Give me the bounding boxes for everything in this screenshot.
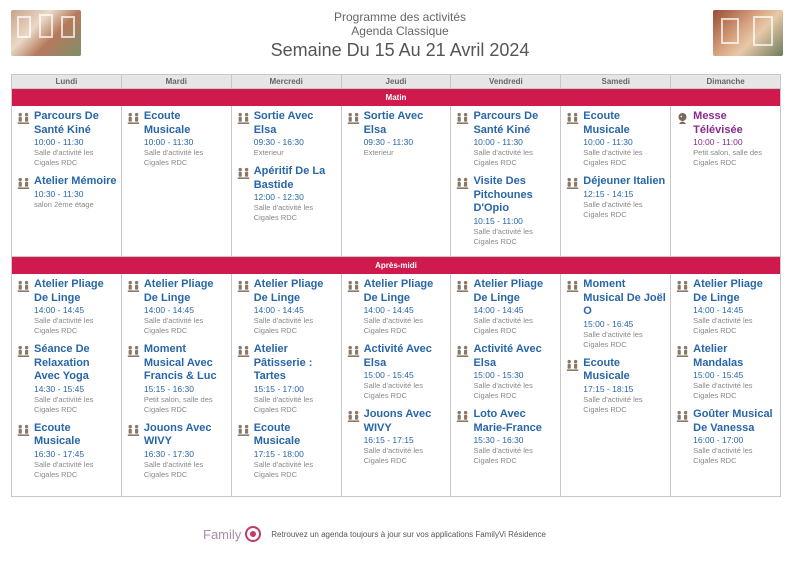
residence-photo-left bbox=[11, 10, 81, 56]
people-activity-icon bbox=[17, 422, 34, 480]
activity-title: Parcours De Santé Kiné bbox=[34, 110, 99, 136]
activity-title: Séance De Relaxation Avec Yoga bbox=[34, 343, 90, 382]
activity-location: Salle d'activité les Cigales RDC bbox=[473, 446, 533, 465]
people-activity-icon bbox=[566, 357, 583, 415]
activity-title: Atelier Pliage De Linge bbox=[253, 278, 324, 304]
page-header bbox=[100, 10, 700, 61]
day-cell-dimanche bbox=[671, 274, 780, 496]
familyvi-logo: Family bbox=[203, 526, 242, 542]
activity-title: Sortie Avec Elsa bbox=[253, 110, 314, 136]
activity-title: Apéritif De La Bastide bbox=[253, 165, 326, 191]
activity-item[interactable] bbox=[237, 165, 338, 223]
people-activity-icon bbox=[456, 278, 473, 336]
activity-title: Sortie Avec Elsa bbox=[363, 110, 424, 136]
activity-item[interactable] bbox=[17, 175, 118, 210]
activity-location: Salle d'activité les Cigales RDC bbox=[363, 316, 423, 335]
activity-time: 15:00 - 15:30 bbox=[473, 370, 524, 380]
activity-item[interactable] bbox=[237, 343, 338, 415]
people-activity-icon bbox=[566, 175, 583, 220]
activity-time: 14:00 - 14:45 bbox=[143, 305, 194, 315]
activity-item[interactable] bbox=[456, 278, 557, 336]
day-cell-mardi bbox=[122, 106, 232, 256]
people-activity-icon bbox=[456, 110, 473, 168]
activity-time: 10:15 - 11:00 bbox=[473, 215, 523, 226]
activity-location: Salle d'activité les Cigales RDC bbox=[253, 459, 314, 479]
activity-item[interactable] bbox=[17, 422, 118, 480]
day-header: Dimanche bbox=[706, 77, 745, 86]
people-activity-icon bbox=[347, 408, 364, 466]
activity-location: Salle d'activité les Cigales RDC bbox=[143, 316, 204, 335]
activity-item[interactable] bbox=[676, 110, 777, 168]
activity-item[interactable] bbox=[566, 175, 667, 220]
activity-location: Salle d'activité les Cigales RDC bbox=[34, 148, 94, 167]
activity-location: Salle d'activité les Cigales RDC bbox=[693, 381, 753, 400]
activity-title: Atelier Mémoire bbox=[34, 175, 117, 187]
activity-item[interactable] bbox=[237, 110, 338, 158]
activity-item[interactable] bbox=[676, 278, 777, 336]
activity-time: 15:00 - 15:45 bbox=[363, 370, 414, 380]
day-header: Samedi bbox=[561, 75, 671, 88]
activity-item[interactable] bbox=[347, 110, 448, 158]
people-activity-icon bbox=[17, 343, 34, 415]
day-header: Mardi bbox=[122, 75, 232, 88]
activity-time: 09:30 - 16:30 bbox=[253, 137, 304, 147]
people-activity-icon bbox=[456, 343, 473, 401]
familyvi-logo-icon bbox=[245, 526, 261, 542]
activity-time: 10:00 - 11:00 bbox=[693, 137, 743, 147]
activity-title: Atelier Pliage De Linge bbox=[34, 278, 104, 304]
activity-location: Salle d'activité les Cigales RDC bbox=[693, 316, 753, 335]
activity-item[interactable] bbox=[127, 343, 228, 415]
priest-icon bbox=[676, 110, 693, 168]
activity-title: Atelier Pliage De Linge bbox=[473, 278, 544, 304]
day-header: Lundi bbox=[12, 75, 122, 88]
activity-title: Moment Musical De Joël O bbox=[583, 278, 666, 317]
day-cell-lundi bbox=[12, 274, 122, 496]
people-activity-icon bbox=[17, 278, 34, 336]
activity-time: 15:30 - 16:30 bbox=[473, 435, 524, 445]
people-activity-icon bbox=[237, 343, 254, 415]
activity-item[interactable] bbox=[456, 110, 557, 168]
activity-title: Atelier Mandalas bbox=[693, 343, 744, 369]
residence-photo-right bbox=[713, 10, 783, 56]
activity-item[interactable] bbox=[456, 408, 557, 466]
activity-time: 16:30 - 17:30 bbox=[143, 448, 194, 459]
activity-location: Salle d'activité les Cigales RDC bbox=[34, 316, 94, 335]
day-cell-jeudi bbox=[342, 274, 452, 496]
activity-item[interactable] bbox=[127, 110, 228, 168]
activity-location: Salle d'activité les Cigales RDC bbox=[253, 316, 314, 335]
week-title: Semaine Du 15 Au 21 Avril 2024 bbox=[270, 40, 530, 60]
activity-location: Salle d'activité les Cigales RDC bbox=[473, 381, 533, 400]
people-activity-icon bbox=[127, 110, 144, 168]
day-header-row bbox=[12, 75, 780, 89]
activity-time: 10:00 - 11:30 bbox=[34, 137, 84, 147]
activity-title: Loto Avec Marie-France bbox=[473, 408, 542, 434]
activity-item[interactable] bbox=[456, 343, 557, 401]
activity-location: salon 2ème étage bbox=[34, 199, 94, 209]
activity-time: 15:15 - 17:00 bbox=[253, 383, 304, 394]
section-apres-midi: Après-midi bbox=[12, 257, 780, 274]
activity-item[interactable] bbox=[347, 278, 448, 336]
day-header: Mercredi bbox=[232, 75, 342, 88]
activity-title: Moment Musical Avec Francis & Luc bbox=[143, 343, 217, 382]
day-cell-jeudi bbox=[342, 106, 452, 256]
activity-title: Jouons Avec WIVY bbox=[363, 408, 432, 434]
apres-midi-row bbox=[12, 274, 780, 496]
activity-location: Salle d'activité les Cigales RDC bbox=[693, 446, 753, 465]
people-activity-icon bbox=[237, 278, 254, 336]
people-activity-icon bbox=[237, 165, 254, 223]
activity-item[interactable] bbox=[566, 357, 667, 415]
activity-item[interactable] bbox=[566, 110, 667, 168]
activity-location: Exterieur bbox=[363, 148, 394, 157]
activity-item[interactable] bbox=[676, 408, 777, 466]
activity-time: 09:30 - 11:30 bbox=[363, 137, 414, 147]
activity-location: Salle d'activité les Cigales RDC bbox=[473, 316, 533, 335]
activity-title: Déjeuner Italien bbox=[583, 175, 666, 187]
day-cell-dimanche bbox=[671, 106, 780, 256]
activity-location: Salle d'activité les Cigales RDC bbox=[583, 148, 643, 167]
section-matin: Matin bbox=[12, 89, 780, 106]
activity-time: 14:00 - 14:45 bbox=[253, 305, 304, 315]
footer-message: Retrouvez un agenda toujours à jour sur vos applications FamilyVi Résidence bbox=[271, 529, 546, 539]
activity-title: Ecoute Musicale bbox=[143, 110, 191, 136]
activity-title: Atelier Pâtisserie : Tartes bbox=[253, 343, 313, 382]
people-activity-icon bbox=[127, 278, 144, 336]
people-activity-icon bbox=[566, 278, 583, 350]
header-subtitle: Agenda Classique bbox=[351, 24, 449, 38]
activity-time: 12:15 - 14:15 bbox=[583, 188, 634, 199]
day-cell-mercredi bbox=[232, 274, 342, 496]
activity-time: 14:30 - 15:45 bbox=[34, 383, 85, 394]
activity-time: 16:15 - 17:15 bbox=[363, 435, 414, 445]
activity-item[interactable] bbox=[17, 278, 118, 336]
activity-location: Salle d'activité les Cigales RDC bbox=[143, 148, 204, 167]
activity-time: 14:00 - 14:45 bbox=[473, 305, 524, 315]
activity-location: Salle d'activité les Cigales RDC bbox=[473, 226, 533, 246]
activity-location: Salle d'activité les Cigales RDC bbox=[583, 199, 643, 219]
activity-location: Petit salon, salle des Cigales RDC bbox=[143, 394, 213, 414]
activity-item[interactable] bbox=[127, 422, 228, 480]
activity-title: Visite Des Pitchounes D'Opio bbox=[473, 175, 533, 214]
activity-title: Goûter Musical De Vanessa bbox=[693, 408, 773, 434]
activity-title: Ecoute Musicale bbox=[34, 421, 81, 447]
activity-location: Salle d'activité les Cigales RDC bbox=[253, 394, 314, 414]
day-cell-vendredi bbox=[451, 106, 561, 256]
activity-title: Ecoute Musicale bbox=[583, 110, 630, 136]
people-activity-icon bbox=[237, 110, 254, 158]
weekly-agenda-grid bbox=[11, 74, 781, 497]
people-activity-icon bbox=[127, 343, 144, 415]
activity-title: Activité Avec Elsa bbox=[473, 343, 542, 369]
day-cell-vendredi bbox=[451, 274, 561, 496]
people-activity-icon bbox=[456, 408, 473, 466]
activity-title: Ecoute Musicale bbox=[583, 356, 630, 382]
activity-time: 10:00 - 11:30 bbox=[143, 137, 194, 147]
activity-item[interactable] bbox=[237, 278, 338, 336]
activity-time: 14:00 - 14:45 bbox=[34, 305, 85, 315]
activity-location: Salle d'activité les Cigales RDC bbox=[363, 446, 423, 465]
activity-location: Salle d'activité les Cigales RDC bbox=[473, 148, 533, 167]
day-cell-mercredi bbox=[232, 106, 342, 256]
day-header: Vendredi bbox=[451, 75, 561, 88]
people-activity-icon bbox=[17, 175, 34, 210]
activity-time: 16:00 - 17:00 bbox=[693, 435, 744, 445]
people-activity-icon bbox=[347, 110, 364, 158]
activity-time: 14:00 - 14:45 bbox=[693, 305, 744, 315]
activity-item[interactable] bbox=[566, 278, 667, 350]
activity-time: 15:00 - 16:45 bbox=[583, 318, 634, 329]
activity-location: Salle d'activité les Cigales RDC bbox=[253, 203, 314, 222]
activity-title: Atelier Pliage De Linge bbox=[363, 278, 434, 304]
activity-item[interactable] bbox=[17, 110, 118, 168]
activity-location: Petit salon, salle des Cigales RDC bbox=[693, 148, 762, 167]
activity-location: Salle d'activité les Cigales RDC bbox=[363, 381, 423, 400]
people-activity-icon bbox=[676, 408, 693, 466]
activity-title: Atelier Pliage De Linge bbox=[143, 278, 214, 304]
day-cell-samedi bbox=[561, 274, 671, 496]
activity-time: 10:00 - 11:30 bbox=[583, 137, 633, 147]
activity-location: Exterieur bbox=[253, 148, 284, 157]
activity-time: 15:15 - 16:30 bbox=[143, 383, 194, 394]
activity-location: Salle d'activité les Cigales RDC bbox=[34, 394, 94, 414]
activity-time: 10:00 - 11:30 bbox=[473, 137, 523, 147]
activity-time: 12:00 - 12:30 bbox=[253, 192, 304, 202]
header-title: Programme des activités bbox=[333, 10, 467, 24]
people-activity-icon bbox=[237, 422, 254, 480]
activity-time: 14:00 - 14:45 bbox=[363, 305, 414, 315]
activity-item[interactable] bbox=[347, 408, 448, 466]
activity-item[interactable] bbox=[17, 343, 118, 415]
day-cell-samedi bbox=[561, 106, 671, 256]
activity-time: 10:30 - 11:30 bbox=[34, 188, 84, 199]
activity-time: 17:15 - 18:00 bbox=[253, 448, 304, 459]
activity-title: Parcours De Santé Kiné bbox=[473, 110, 539, 136]
activity-item[interactable] bbox=[127, 278, 228, 336]
activity-title: Messe Télévisée bbox=[693, 110, 743, 136]
people-activity-icon bbox=[17, 110, 34, 168]
activity-location: Salle d'activité les Cigales RDC bbox=[583, 329, 643, 349]
activity-time: 17:15 - 18:15 bbox=[583, 383, 634, 394]
day-header: Jeudi bbox=[342, 75, 452, 88]
activity-time: 16:30 - 17:45 bbox=[34, 448, 85, 459]
activity-title: Activité Avec Elsa bbox=[363, 343, 432, 369]
activity-location: Salle d'activité les Cigales RDC bbox=[583, 394, 643, 414]
activity-location: Salle d'activité les Cigales RDC bbox=[143, 459, 204, 479]
activity-title: Ecoute Musicale bbox=[253, 421, 301, 447]
activity-title: Jouons Avec WIVY bbox=[143, 421, 212, 447]
activity-title: Atelier Pliage De Linge bbox=[693, 278, 763, 304]
matin-row bbox=[12, 106, 780, 257]
activity-location: Salle d'activité les Cigales RDC bbox=[34, 459, 94, 479]
people-activity-icon bbox=[127, 422, 144, 480]
day-cell-mardi bbox=[122, 274, 232, 496]
people-activity-icon bbox=[566, 110, 583, 168]
people-activity-icon bbox=[676, 343, 693, 401]
people-activity-icon bbox=[347, 343, 364, 401]
activity-item[interactable] bbox=[456, 175, 557, 247]
people-activity-icon bbox=[347, 278, 364, 336]
activity-item[interactable] bbox=[237, 422, 338, 480]
day-cell-lundi bbox=[12, 106, 122, 256]
people-activity-icon bbox=[456, 175, 473, 247]
activity-item[interactable] bbox=[347, 343, 448, 401]
activity-time: 15:00 - 15:45 bbox=[693, 370, 744, 380]
footer bbox=[203, 526, 546, 542]
people-activity-icon bbox=[676, 278, 693, 336]
activity-item[interactable] bbox=[676, 343, 777, 401]
